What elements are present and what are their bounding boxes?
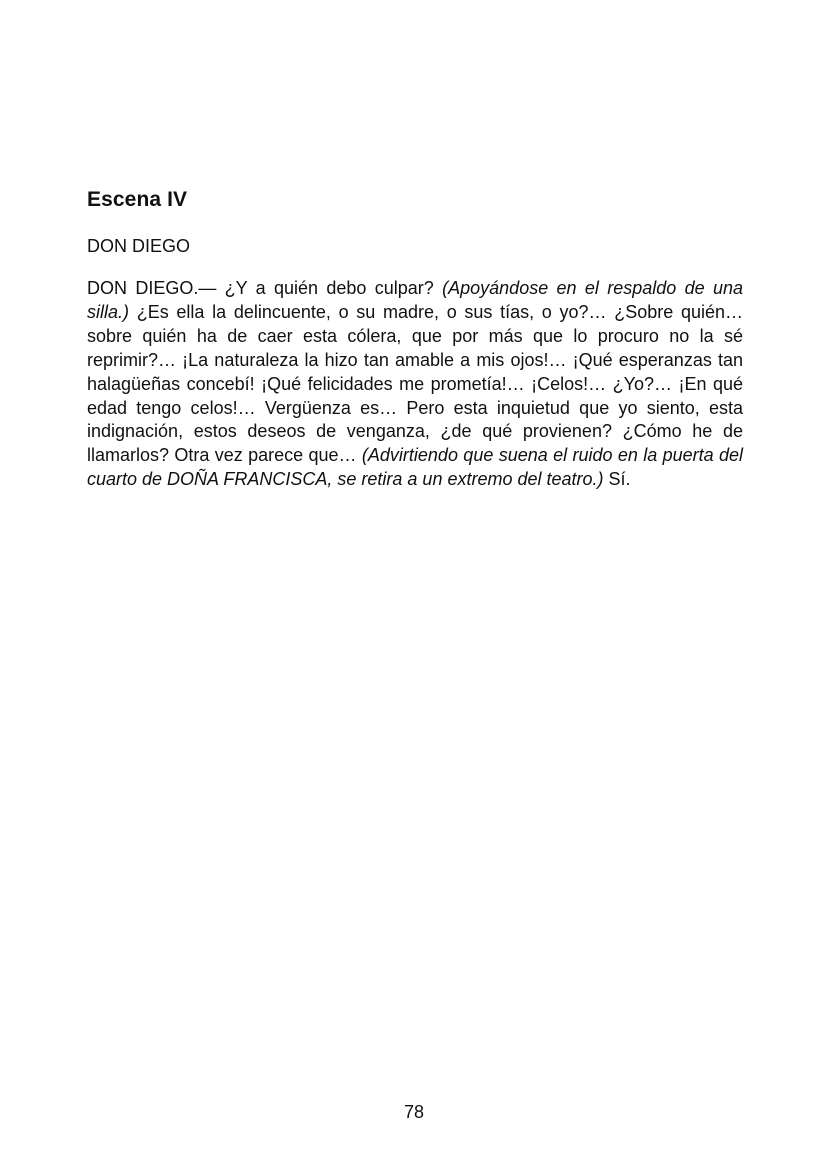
speaker-name: DON DIEGO.—: [87, 278, 217, 298]
character-list: DON DIEGO: [87, 236, 191, 256]
stage-direction: (Advirtiendo que suena el ruido en la puerta del cuarto de DOÑA FRANCISCA, se retira a un extremo del teatro.): [87, 445, 743, 490]
page-number: 78: [403, 1102, 425, 1122]
scene-title: Escena IV: [87, 188, 188, 211]
speech-text: ¿Es ella la delincuente, o su madre, o sus tías, o yo?… ¿Sobre quién… sobre quién ha de caer esta cólera, que por más que lo procuro no la sé reprimir?… ¡La naturaleza la hizo tan amable a mis ojos!… ¡Qué esperanzas tan halagüeñas concebí! ¡Qué felicidades me prometía!… ¡Celos!… ¿Yo?… ¡En qué edad tengo celos!… Vergüenza es… Pero esta inquietud que yo siento, esta indignación, estos deseos de venganza, ¿de qué provienen? ¿Cómo he de llamarlos? Otra vez parece que…: [87, 301, 743, 466]
stage-direction: (Apoyándose en el respaldo de una silla.): [87, 278, 743, 322]
speech-text: ¿Y a quién debo culpar?: [216, 278, 443, 298]
speech-text: Sí.: [603, 469, 631, 490]
dialogue-paragraph: [87, 277, 743, 492]
